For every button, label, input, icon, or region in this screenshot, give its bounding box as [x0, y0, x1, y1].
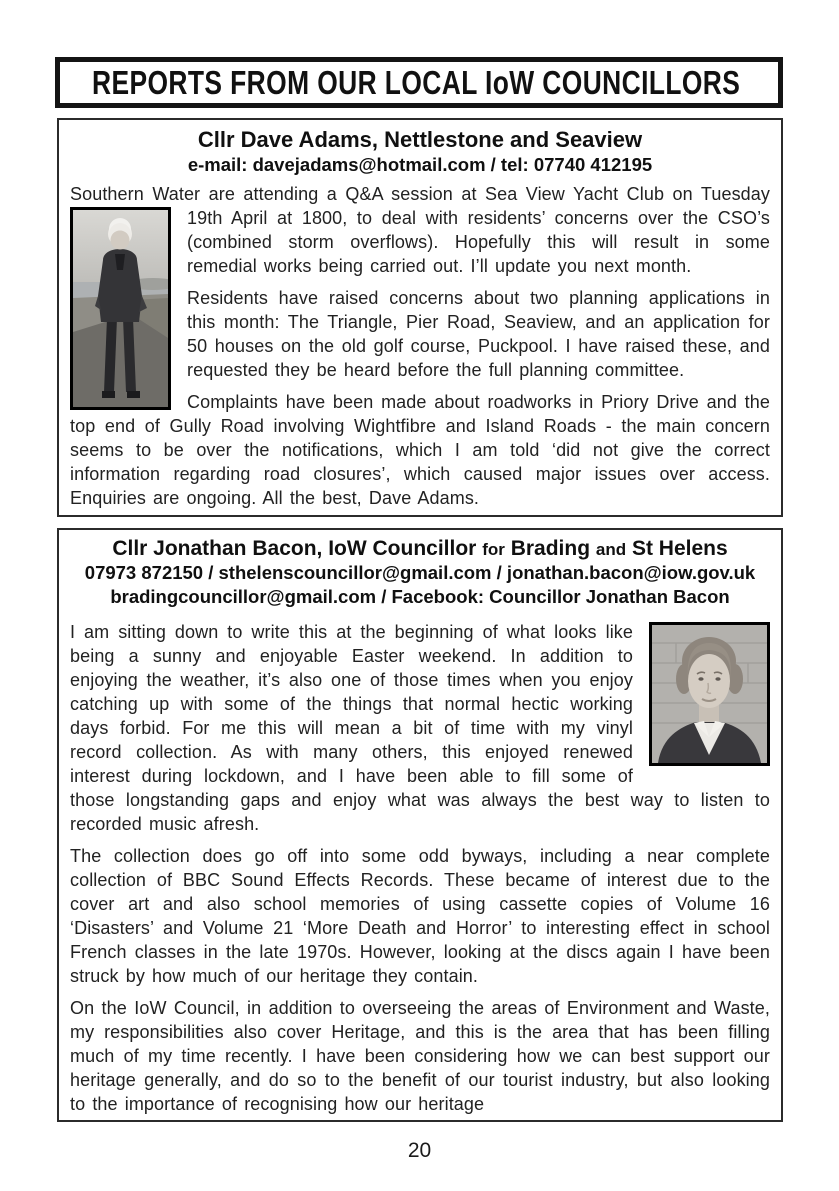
title-part: for	[482, 540, 505, 559]
title-part: and	[595, 540, 627, 559]
paragraph: On the IoW Council, in addition to overseeing the areas of Environment and Waste, my responsibilities also cover Heritage, and this is the area that has been filling much of my time recently. I have been considering how we can best support our heritage generally, and do so to the benefit of our tourist industry, but also looking to the importance of recognising how our heritage	[70, 998, 770, 1114]
section-body	[70, 620, 770, 1116]
paragraph: I am sitting down to write this at the beginning of what looks like being a sunny and enjoyable Easter weekend. In addition to enjoying the weather, it’s also one of those times when you enjoy catching up with some of the things that normal hectic working days forbid. For me this will mean a bit of time with my vinyl record collection. As with many others, this enjoyed renewed interest during lockdown, and I have been able to fill some of those longstanding gaps and enjoy what was always the best way to listen to recorded music afresh.	[70, 622, 770, 834]
title-part: St Helens	[631, 537, 728, 560]
man-portrait-photo-illustration	[652, 625, 767, 763]
contact-info-dave-adams: e-mail: davejadams@hotmail.com / tel: 07740 412195	[187, 154, 653, 175]
section-title-jonathan-bacon	[70, 537, 770, 561]
section-dave-adams	[57, 118, 783, 517]
contact-info-jonathan-bacon-line2: bradingcouncillor@gmail.com / Facebook: Councillor Jonathan Bacon	[110, 586, 730, 607]
paragraph: Southern Water are attending a Q&A session at Sea View Yacht Club on Tuesday 19th April at 1800, to deal with residents’ concerns over the CSO’s (combined storm overflows). Hopefully this will result in some remedial works being carried out. I’ll update you next month.	[70, 184, 770, 276]
photo-jonathan-bacon	[649, 622, 770, 766]
paragraph: The collection does go off into some odd byways, including a near complete collection of BBC Sound Effects Records. These became of interest due to the cover art and also school memories of using cassette copies of Volume 16 ‘Disasters’ and Volume 21 ‘More Death and Horror’ to interesting effect in school French classes in the late 1970s. However, looking at the discs again I have been struck by how much of our heritage they contain.	[70, 846, 770, 986]
page-header-title: REPORTS FROM OUR LOCAL IoW COUNCILLORS	[92, 63, 741, 101]
section-body	[70, 182, 770, 510]
section-jonathan-bacon	[57, 528, 783, 1122]
page-header-banner	[55, 57, 783, 108]
paragraph: Complaints have been made about roadworks in Priory Drive and the top end of Gully Road involving Wightfibre and Island Roads - the main concern seems to be over the notifications, which I am told ‘did not give the correct information regarding road closures’, which caused major issues over access. Enquiries are ongoing. All the best, Dave Adams.	[70, 392, 770, 508]
man-walking-photo-illustration	[73, 210, 168, 407]
page-number: 20	[407, 1139, 432, 1162]
contact-info-jonathan-bacon-line1: 07973 872150 / sthelenscouncillor@gmail.com / jonathan.bacon@iow.gov.uk	[84, 562, 756, 583]
section-title-dave-adams: Cllr Dave Adams, Nettlestone and Seaview	[197, 127, 643, 152]
title-part: Cllr Jonathan Bacon, IoW Councillor	[112, 537, 477, 560]
photo-dave-adams	[70, 207, 171, 410]
paragraph: Residents have raised concerns about two planning applications in this month: The Triangle, Pier Road, Seaview, and an application for 50 houses on the old golf course, Puckpool. I have raised these, and requested they be heard before the full planning committee.	[187, 288, 770, 380]
title-part: Brading	[510, 537, 591, 560]
